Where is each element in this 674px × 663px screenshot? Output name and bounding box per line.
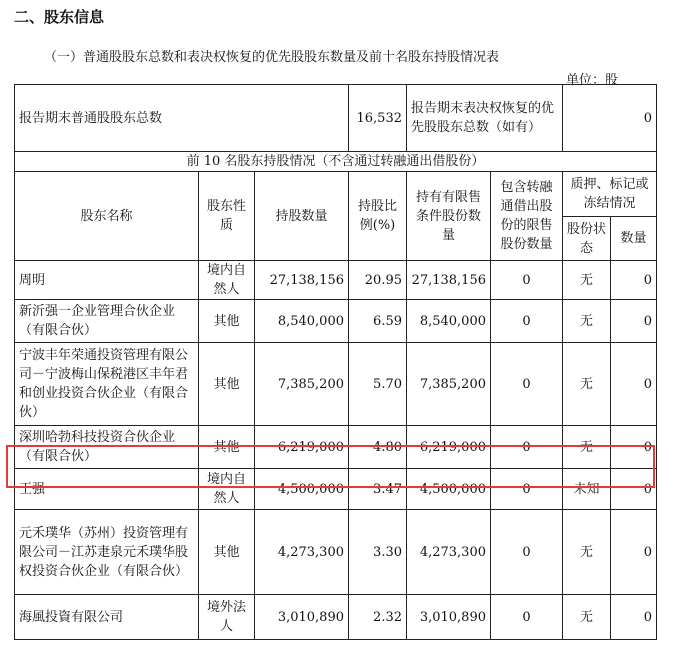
holder-restricted: 27,138,156 <box>407 261 491 300</box>
holder-lent: 0 <box>491 426 563 469</box>
holder-status: 无 <box>563 261 611 300</box>
holder-shares: 7,385,200 <box>255 343 349 426</box>
holder-name: 海風投資有限公司 <box>15 595 199 640</box>
preferred-holders-label: 报告期末表决权恢复的优先股股东总数（如有） <box>407 85 563 152</box>
header-restricted: 持有有限售条件股份数量 <box>407 172 491 261</box>
holder-restricted: 8,540,000 <box>407 300 491 343</box>
common-holders-label: 报告期末普通股股东总数 <box>15 85 349 152</box>
holder-shares: 8,540,000 <box>255 300 349 343</box>
holder-ratio: 3.47 <box>349 469 407 510</box>
holder-status: 无 <box>563 426 611 469</box>
holder-count: 0 <box>611 343 657 426</box>
holder-nature: 其他 <box>199 300 255 343</box>
section-heading: 二、股东信息 <box>14 8 105 26</box>
holder-restricted: 7,385,200 <box>407 343 491 426</box>
holder-name: 周明 <box>15 261 199 300</box>
table-row <box>15 595 657 640</box>
table-row <box>15 300 657 343</box>
header-pledge: 质押、标记或冻结情况 <box>563 172 657 217</box>
holder-count: 0 <box>611 595 657 640</box>
holder-name: 新沂强一企业管理合伙企业（有限合伙） <box>15 300 199 343</box>
holder-lent: 0 <box>491 469 563 510</box>
table-title: （一）普通股股东总数和表决权恢复的优先股股东数量及前十名股东持股情况表 <box>44 50 500 65</box>
holder-status: 无 <box>563 343 611 426</box>
holder-restricted: 4,500,000 <box>407 469 491 510</box>
holder-status: 无 <box>563 300 611 343</box>
holder-count: 0 <box>611 510 657 595</box>
holder-count: 0 <box>611 426 657 469</box>
holder-ratio: 5.70 <box>349 343 407 426</box>
holder-restricted: 4,273,300 <box>407 510 491 595</box>
holder-lent: 0 <box>491 595 563 640</box>
holder-shares: 27,138,156 <box>255 261 349 300</box>
header-name: 股东名称 <box>15 172 199 261</box>
header-count: 数量 <box>611 217 657 261</box>
holder-restricted: 6,219,000 <box>407 426 491 469</box>
top10-title: 前 10 名股东持股情况（不含通过转融通出借股份） <box>15 152 657 172</box>
holder-nature: 其他 <box>199 343 255 426</box>
holder-lent: 0 <box>491 510 563 595</box>
header-shares: 持股数量 <box>255 172 349 261</box>
holder-nature: 境内自然人 <box>199 469 255 510</box>
header-status: 股份状态 <box>563 217 611 261</box>
summary-row <box>15 85 657 152</box>
holder-ratio: 4.80 <box>349 426 407 469</box>
header-lent: 包含转融通借出股份的限售股份数量 <box>491 172 563 261</box>
holder-ratio: 20.95 <box>349 261 407 300</box>
holder-ratio: 3.30 <box>349 510 407 595</box>
holder-lent: 0 <box>491 261 563 300</box>
header-row <box>15 172 657 217</box>
holder-status: 无 <box>563 510 611 595</box>
table-row <box>15 510 657 595</box>
shareholder-table <box>14 84 657 640</box>
holder-shares: 4,273,300 <box>255 510 349 595</box>
header-ratio: 持股比例(%) <box>349 172 407 261</box>
holder-nature: 其他 <box>199 510 255 595</box>
holder-shares: 6,219,000 <box>255 426 349 469</box>
holder-ratio: 6.59 <box>349 300 407 343</box>
holder-ratio: 2.32 <box>349 595 407 640</box>
holder-name: 元禾璞华（苏州）投资管理有限公司－江苏疌泉元禾璞华股权投资合伙企业（有限合伙） <box>15 510 199 595</box>
holder-name: 王强 <box>15 469 199 510</box>
common-holders-value: 16,532 <box>349 85 407 152</box>
header-nature: 股东性质 <box>199 172 255 261</box>
holder-lent: 0 <box>491 300 563 343</box>
table-row <box>15 343 657 426</box>
holder-lent: 0 <box>491 343 563 426</box>
table-row <box>15 426 657 469</box>
holder-count: 0 <box>611 469 657 510</box>
table-row <box>15 261 657 300</box>
table-row <box>15 469 657 510</box>
holder-restricted: 3,010,890 <box>407 595 491 640</box>
holder-count: 0 <box>611 300 657 343</box>
holder-nature: 其他 <box>199 426 255 469</box>
top10-title-row <box>15 152 657 172</box>
holder-status: 无 <box>563 595 611 640</box>
holder-nature: 境内自然人 <box>199 261 255 300</box>
holder-shares: 4,500,000 <box>255 469 349 510</box>
preferred-holders-value: 0 <box>563 85 657 152</box>
holder-shares: 3,010,890 <box>255 595 349 640</box>
holder-status: 未知 <box>563 469 611 510</box>
holder-nature: 境外法人 <box>199 595 255 640</box>
holder-name: 深圳哈勃科技投资合伙企业（有限合伙） <box>15 426 199 469</box>
holder-count: 0 <box>611 261 657 300</box>
holder-name: 宁波丰年荣通投资管理有限公司－宁波梅山保税港区丰年君和创业投资合伙企业（有限合伙） <box>15 343 199 426</box>
unit-label: 单位：股 <box>566 73 619 88</box>
